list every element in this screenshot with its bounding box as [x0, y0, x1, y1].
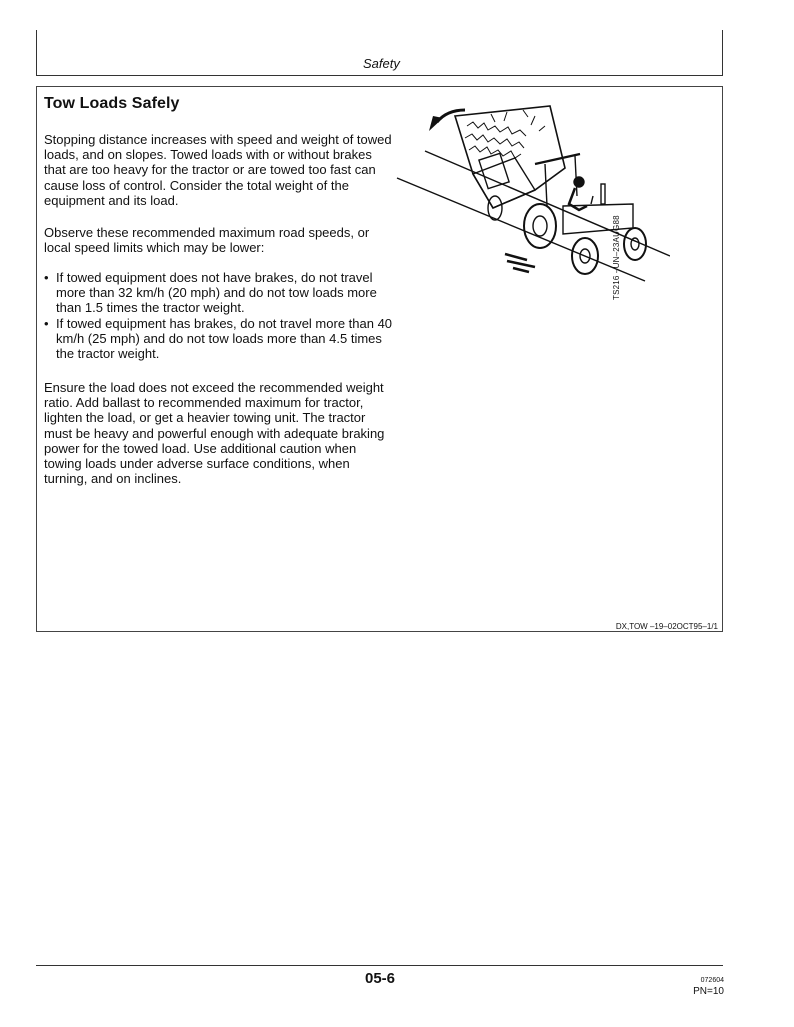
left-margin-rule [36, 30, 37, 76]
tractor-towing-illustration [395, 96, 670, 291]
right-margin-rule [722, 30, 723, 76]
bullet-text: If towed equipment has brakes, do not travel more than 40 km/h (25 mph) and do not tow loads more than 4.5 times the tractor weight. [56, 315, 393, 362]
list-item [44, 270, 394, 316]
paragraph-weight-ratio: Ensure the load does not exceed the recommended weight ratio. Add ballast to recommended maximum for tractor, lighten the load, or get a heavier towing unit. The tractor must be heavy and powerful enough with adequate braking power for the towed load. Use additional caution when towing loads under adverse surface conditions, when turning, and on inclines. [44, 380, 385, 487]
list-item [44, 316, 394, 362]
page-number: 05-6 [365, 970, 396, 987]
page-title: Tow Loads Safely [44, 95, 180, 112]
document-reference: DX,TOW –19–02OCT95–1/1 [615, 622, 718, 631]
bullet-text: If towed equipment does not have brakes, do not travel more than 32 km/h (20 mph) and do not tow loads more than 1.5 times the tractor weight. [56, 270, 377, 316]
paragraph-road-speeds: Observe these recommended maximum road speeds, or local speed limits which may be lower: [44, 225, 370, 256]
bullet-icon: • [44, 315, 49, 331]
paragraph-stopping-distance: Stopping distance increases with speed and weight of towed loads, and on slopes. Towed loads with or without brakes that are too heavy for the tractor or are towed too fast can cause loss of control. Consider the total weight of the equipment and its load. [44, 132, 392, 208]
figure-code: TS216 –UN–23AUG88 [612, 215, 621, 300]
header-rule [36, 75, 723, 76]
footer-rule [36, 965, 723, 966]
bullet-icon: • [44, 270, 49, 285]
section-header: Safety [363, 56, 400, 71]
pn-label: PN=10 [693, 986, 724, 997]
date-code: 072604 [700, 977, 724, 984]
speed-bullet-list [44, 270, 394, 361]
